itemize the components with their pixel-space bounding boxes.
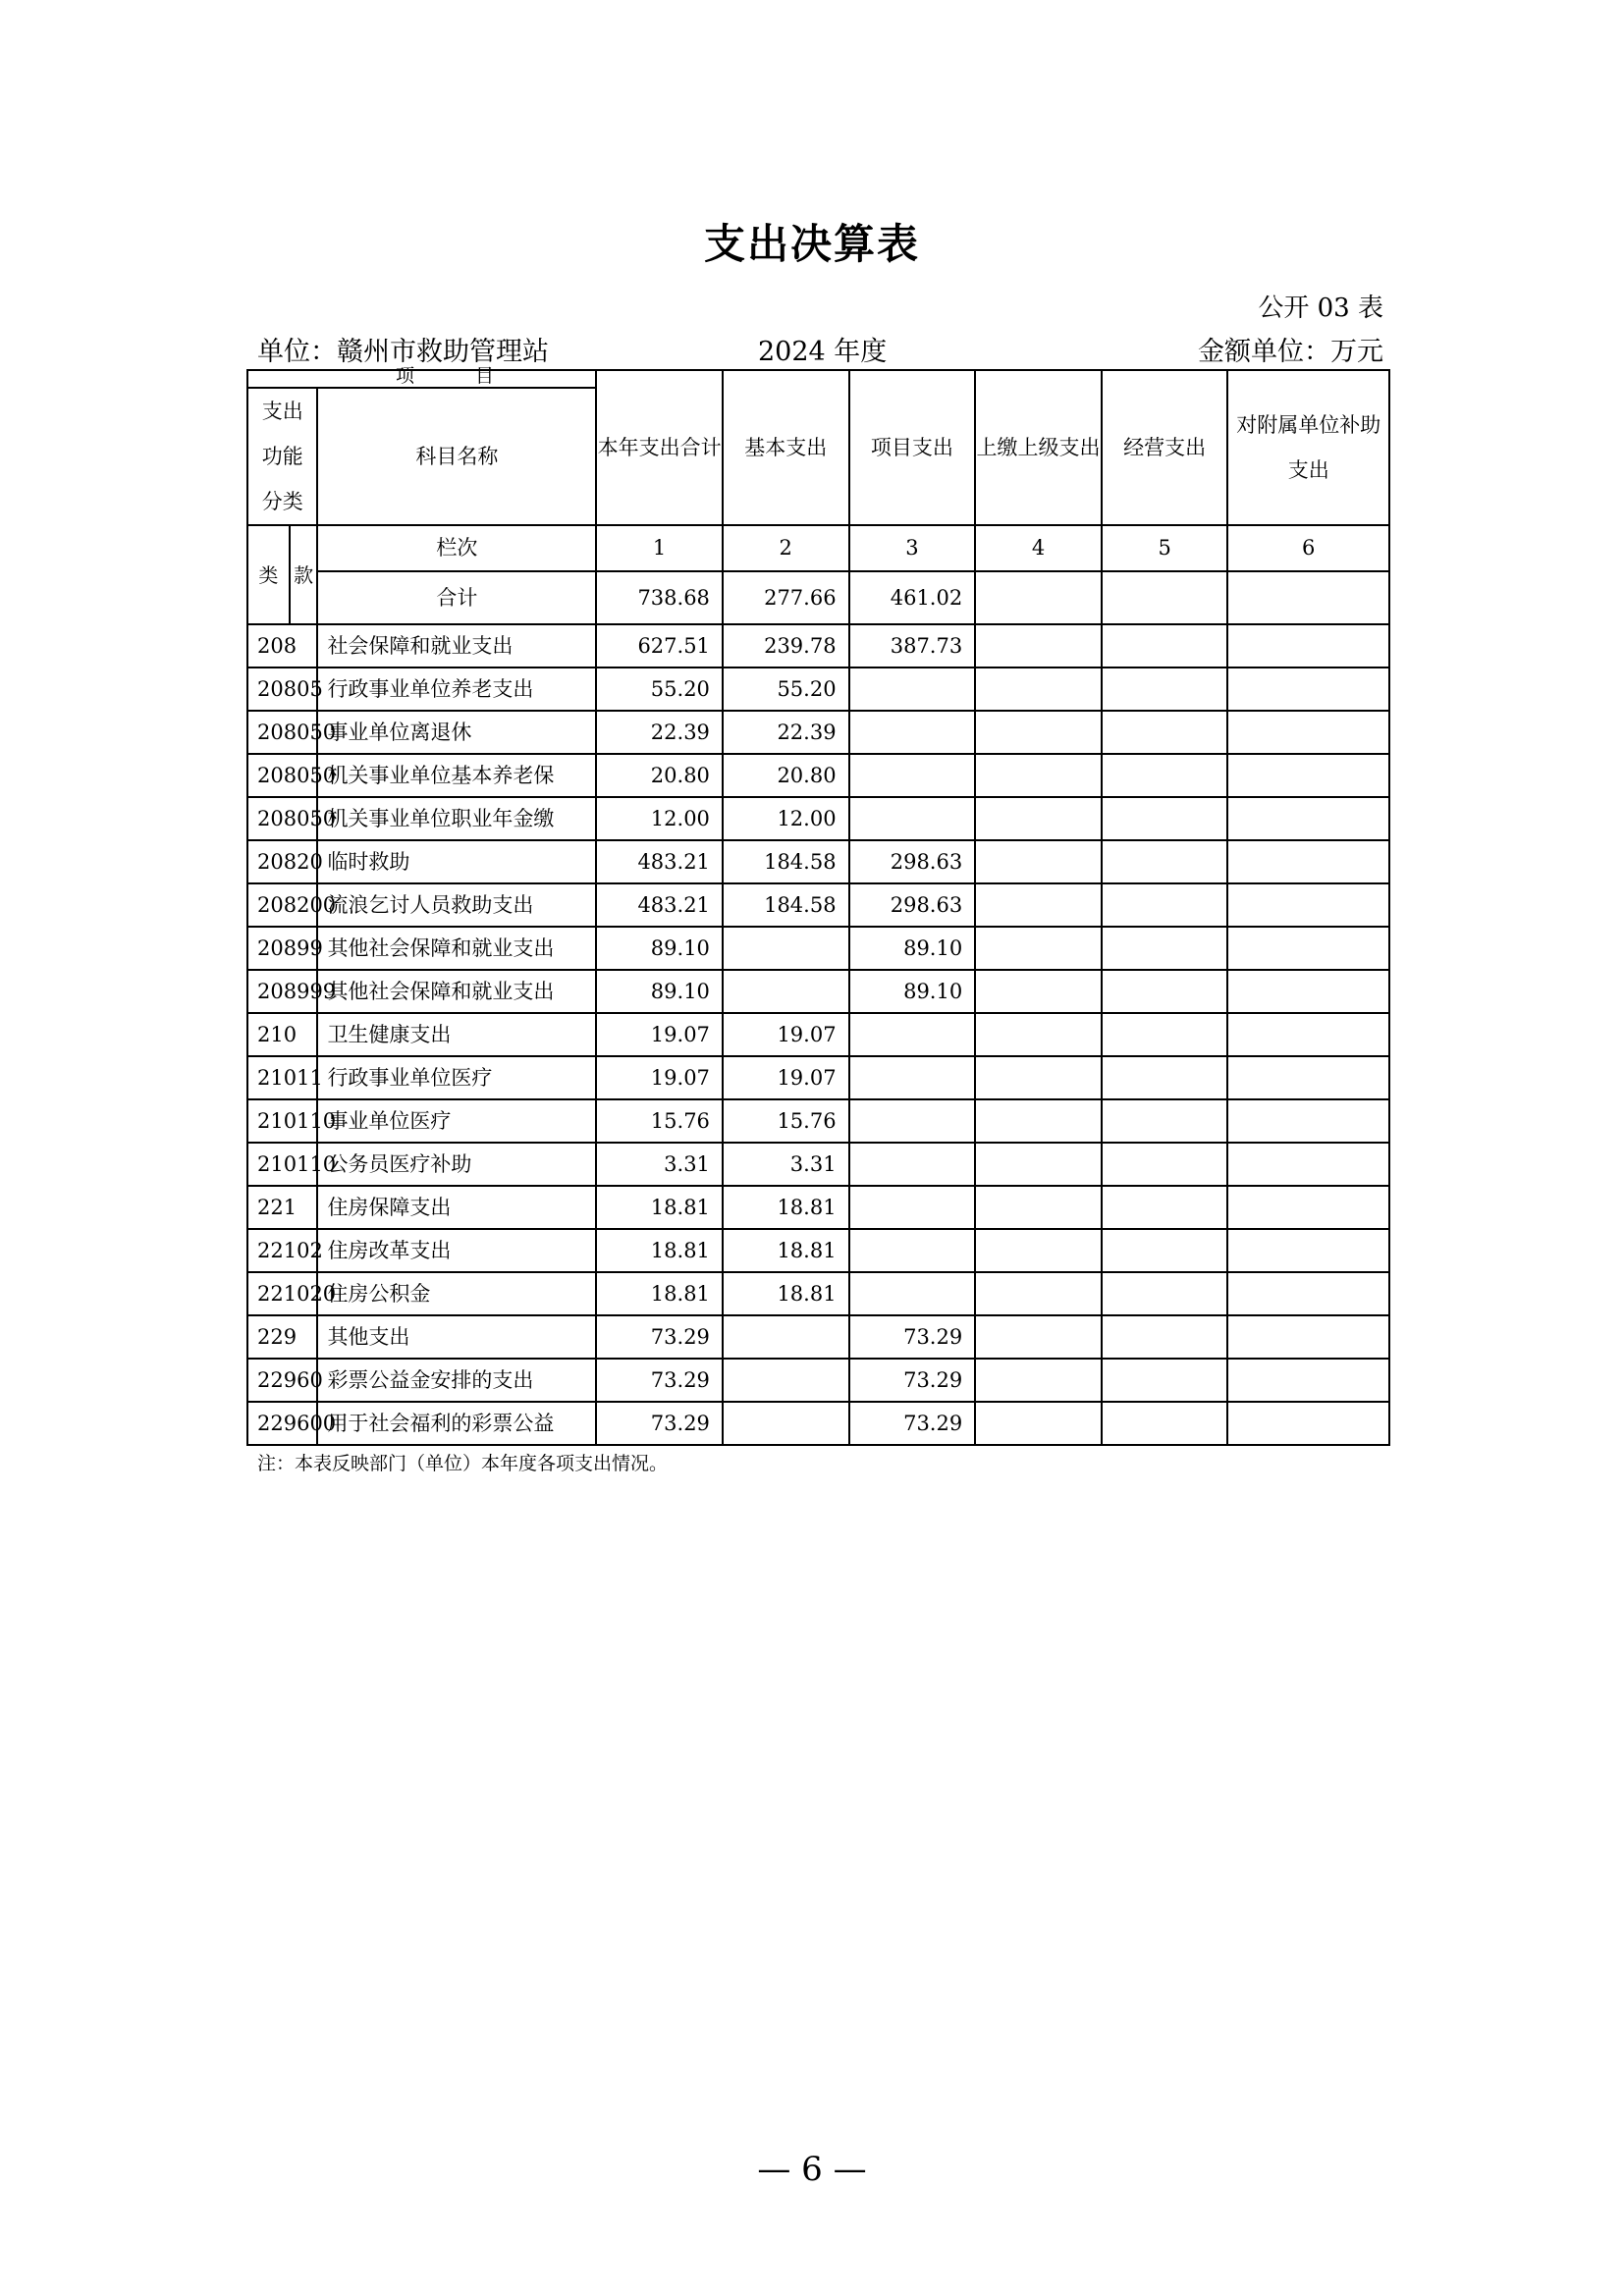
expenditure-table bbox=[246, 365, 1390, 1446]
table-row bbox=[247, 1056, 1389, 1099]
row-basic: 19.07 bbox=[723, 1056, 849, 1099]
row-upper bbox=[975, 840, 1102, 883]
row-subsidy bbox=[1227, 711, 1389, 754]
col-number-1: 1 bbox=[596, 525, 723, 571]
row-project: 73.29 bbox=[849, 1359, 976, 1402]
row-project bbox=[849, 1056, 976, 1099]
row-upper bbox=[975, 883, 1102, 927]
row-code: 22960 bbox=[247, 1359, 317, 1402]
row-code: 229600 bbox=[247, 1402, 317, 1445]
row-upper bbox=[975, 797, 1102, 840]
header-subsidy: 对附属单位补助支出 bbox=[1227, 370, 1389, 525]
row-project bbox=[849, 1099, 976, 1143]
row-project bbox=[849, 754, 976, 797]
row-total: 12.00 bbox=[596, 797, 723, 840]
row-total: 483.21 bbox=[596, 840, 723, 883]
row-upper bbox=[975, 667, 1102, 711]
table-row bbox=[247, 797, 1389, 840]
row-basic: 18.81 bbox=[723, 1272, 849, 1315]
money-unit-label: 金额单位：万元 bbox=[1198, 337, 1383, 367]
row-code: 210110 bbox=[247, 1143, 317, 1186]
table-row bbox=[247, 1402, 1389, 1445]
row-basic: 22.39 bbox=[723, 711, 849, 754]
table-row bbox=[247, 1186, 1389, 1229]
row-code: 208 bbox=[247, 624, 317, 667]
row-subsidy bbox=[1227, 667, 1389, 711]
row-subsidy bbox=[1227, 840, 1389, 883]
row-upper bbox=[975, 1186, 1102, 1229]
row-subject-name: 机关事业单位职业年金缴 bbox=[317, 797, 596, 840]
row-basic bbox=[723, 970, 849, 1013]
row-total: 89.10 bbox=[596, 970, 723, 1013]
total-row-business bbox=[1102, 571, 1228, 624]
row-business bbox=[1102, 1143, 1228, 1186]
row-business bbox=[1102, 667, 1228, 711]
row-subject-name: 其他社会保障和就业支出 bbox=[317, 970, 596, 1013]
row-project: 298.63 bbox=[849, 883, 976, 927]
row-business bbox=[1102, 927, 1228, 970]
row-subject-name: 行政事业单位养老支出 bbox=[317, 667, 596, 711]
col-number-3: 3 bbox=[849, 525, 976, 571]
table-row bbox=[247, 927, 1389, 970]
table-row bbox=[247, 754, 1389, 797]
row-total: 19.07 bbox=[596, 1056, 723, 1099]
row-subject-name: 卫生健康支出 bbox=[317, 1013, 596, 1056]
header-xiangmu-label: 项 目 bbox=[396, 365, 522, 387]
row-subject-name: 彩票公益金安排的支出 bbox=[317, 1359, 596, 1402]
row-total: 89.10 bbox=[596, 927, 723, 970]
row-business bbox=[1102, 840, 1228, 883]
row-code: 208200 bbox=[247, 883, 317, 927]
row-project bbox=[849, 797, 976, 840]
row-subsidy bbox=[1227, 1099, 1389, 1143]
row-subsidy bbox=[1227, 1229, 1389, 1272]
row-basic: 19.07 bbox=[723, 1013, 849, 1056]
row-total: 20.80 bbox=[596, 754, 723, 797]
row-business bbox=[1102, 1402, 1228, 1445]
row-business bbox=[1102, 711, 1228, 754]
table-row bbox=[247, 1099, 1389, 1143]
row-subject-name: 其他支出 bbox=[317, 1315, 596, 1359]
row-project bbox=[849, 711, 976, 754]
row-subsidy bbox=[1227, 1143, 1389, 1186]
row-basic: 55.20 bbox=[723, 667, 849, 711]
table-row bbox=[247, 624, 1389, 667]
row-subsidy bbox=[1227, 970, 1389, 1013]
row-subject-name: 事业单位离退休 bbox=[317, 711, 596, 754]
row-project: 73.29 bbox=[849, 1315, 976, 1359]
row-business bbox=[1102, 624, 1228, 667]
row-upper bbox=[975, 1359, 1102, 1402]
row-code: 208050 bbox=[247, 797, 317, 840]
page-title: 支出决算表 bbox=[703, 220, 920, 268]
table-row bbox=[247, 1359, 1389, 1402]
form-number: 公开 03 表 bbox=[1258, 294, 1383, 323]
row-subject-name: 事业单位医疗 bbox=[317, 1099, 596, 1143]
row-project bbox=[849, 1143, 976, 1186]
row-code: 210110 bbox=[247, 1099, 317, 1143]
row-upper bbox=[975, 1272, 1102, 1315]
row-basic bbox=[723, 927, 849, 970]
row-basic bbox=[723, 1402, 849, 1445]
row-subsidy bbox=[1227, 1013, 1389, 1056]
row-basic: 18.81 bbox=[723, 1229, 849, 1272]
row-project: 298.63 bbox=[849, 840, 976, 883]
header-subject-name: 科目名称 bbox=[317, 388, 596, 525]
row-code: 20805 bbox=[247, 667, 317, 711]
row-upper bbox=[975, 1315, 1102, 1359]
row-project: 387.73 bbox=[849, 624, 976, 667]
row-total: 18.81 bbox=[596, 1186, 723, 1229]
header-xiangmu bbox=[247, 365, 596, 388]
col-number-2: 2 bbox=[723, 525, 849, 571]
row-total: 3.31 bbox=[596, 1143, 723, 1186]
row-basic: 20.80 bbox=[723, 754, 849, 797]
row-subsidy bbox=[1227, 1359, 1389, 1402]
total-row-basic: 277.66 bbox=[723, 571, 849, 624]
table-row bbox=[247, 1143, 1389, 1186]
row-subject-name: 住房保障支出 bbox=[317, 1186, 596, 1229]
row-project: 73.29 bbox=[849, 1402, 976, 1445]
total-row-project: 461.02 bbox=[849, 571, 976, 624]
row-upper bbox=[975, 970, 1102, 1013]
row-business bbox=[1102, 970, 1228, 1013]
row-basic: 12.00 bbox=[723, 797, 849, 840]
row-total: 55.20 bbox=[596, 667, 723, 711]
header-total: 本年支出合计 bbox=[596, 370, 723, 525]
row-upper bbox=[975, 1402, 1102, 1445]
row-subsidy bbox=[1227, 1186, 1389, 1229]
row-total: 73.29 bbox=[596, 1359, 723, 1402]
row-basic bbox=[723, 1315, 849, 1359]
row-subject-name: 其他社会保障和就业支出 bbox=[317, 927, 596, 970]
row-code: 208050 bbox=[247, 711, 317, 754]
table-row bbox=[247, 1315, 1389, 1359]
row-subsidy bbox=[1227, 797, 1389, 840]
row-business bbox=[1102, 1272, 1228, 1315]
row-project bbox=[849, 1229, 976, 1272]
row-upper bbox=[975, 711, 1102, 754]
row-basic: 184.58 bbox=[723, 840, 849, 883]
row-basic: 15.76 bbox=[723, 1099, 849, 1143]
row-total: 18.81 bbox=[596, 1229, 723, 1272]
row-total: 15.76 bbox=[596, 1099, 723, 1143]
header-basic: 基本支出 bbox=[723, 370, 849, 525]
col-number-5: 5 bbox=[1102, 525, 1228, 571]
row-basic bbox=[723, 1359, 849, 1402]
row-business bbox=[1102, 1013, 1228, 1056]
row-code: 20820 bbox=[247, 840, 317, 883]
row-code: 208999 bbox=[247, 970, 317, 1013]
row-business bbox=[1102, 883, 1228, 927]
row-code: 20899 bbox=[247, 927, 317, 970]
row-business bbox=[1102, 1056, 1228, 1099]
row-basic: 18.81 bbox=[723, 1186, 849, 1229]
row-business bbox=[1102, 1359, 1228, 1402]
row-business bbox=[1102, 1186, 1228, 1229]
row-basic: 239.78 bbox=[723, 624, 849, 667]
row-subject-name: 行政事业单位医疗 bbox=[317, 1056, 596, 1099]
row-upper bbox=[975, 927, 1102, 970]
row-code: 22102 bbox=[247, 1229, 317, 1272]
header-project: 项目支出 bbox=[849, 370, 976, 525]
row-project bbox=[849, 1013, 976, 1056]
page-number: — 6 — bbox=[757, 2150, 867, 2189]
row-project: 89.10 bbox=[849, 970, 976, 1013]
table-row bbox=[247, 970, 1389, 1013]
row-basic: 184.58 bbox=[723, 883, 849, 927]
row-project bbox=[849, 667, 976, 711]
row-total: 22.39 bbox=[596, 711, 723, 754]
row-upper bbox=[975, 1013, 1102, 1056]
row-code: 208050 bbox=[247, 754, 317, 797]
table-row bbox=[247, 711, 1389, 754]
row-subsidy bbox=[1227, 883, 1389, 927]
total-row-subsidy bbox=[1227, 571, 1389, 624]
header-business: 经营支出 bbox=[1102, 370, 1228, 525]
row-subject-name: 用于社会福利的彩票公益 bbox=[317, 1402, 596, 1445]
table-row bbox=[247, 1272, 1389, 1315]
row-basic: 3.31 bbox=[723, 1143, 849, 1186]
table-row bbox=[247, 883, 1389, 927]
row-subsidy bbox=[1227, 754, 1389, 797]
row-upper bbox=[975, 1056, 1102, 1099]
table-row bbox=[247, 667, 1389, 711]
row-subsidy bbox=[1227, 1056, 1389, 1099]
row-business bbox=[1102, 754, 1228, 797]
row-subject-name: 住房公积金 bbox=[317, 1272, 596, 1315]
row-upper bbox=[975, 1099, 1102, 1143]
row-subsidy bbox=[1227, 1402, 1389, 1445]
row-total: 19.07 bbox=[596, 1013, 723, 1056]
row-subject-name: 机关事业单位基本养老保 bbox=[317, 754, 596, 797]
header-func-class: 支出功能分类 bbox=[247, 388, 317, 525]
row-upper bbox=[975, 754, 1102, 797]
unit-label: 单位：赣州市救助管理站 bbox=[257, 337, 549, 367]
header-lanci-label: 栏次 bbox=[436, 536, 478, 560]
header-lei: 类 bbox=[247, 525, 290, 624]
table-row bbox=[247, 1013, 1389, 1056]
row-project bbox=[849, 1272, 976, 1315]
header-lanci bbox=[317, 525, 596, 571]
row-business bbox=[1102, 1229, 1228, 1272]
row-code: 221 bbox=[247, 1186, 317, 1229]
header-kuan: 款 bbox=[290, 525, 318, 624]
row-business bbox=[1102, 1315, 1228, 1359]
row-upper bbox=[975, 1143, 1102, 1186]
row-project bbox=[849, 1186, 976, 1229]
row-total: 627.51 bbox=[596, 624, 723, 667]
col-number-6: 6 bbox=[1227, 525, 1389, 571]
row-project: 89.10 bbox=[849, 927, 976, 970]
row-upper bbox=[975, 1229, 1102, 1272]
total-row-label-cell bbox=[317, 571, 596, 624]
row-subject-name: 流浪乞讨人员救助支出 bbox=[317, 883, 596, 927]
row-code: 210 bbox=[247, 1013, 317, 1056]
row-subject-name: 住房改革支出 bbox=[317, 1229, 596, 1272]
table-row bbox=[247, 1229, 1389, 1272]
row-subject-name: 公务员医疗补助 bbox=[317, 1143, 596, 1186]
row-business bbox=[1102, 797, 1228, 840]
table-note: 注：本表反映部门（单位）本年度各项支出情况。 bbox=[257, 1453, 669, 1474]
total-row-upper bbox=[975, 571, 1102, 624]
header-upper: 上缴上级支出 bbox=[975, 370, 1102, 525]
row-total: 73.29 bbox=[596, 1402, 723, 1445]
row-total: 483.21 bbox=[596, 883, 723, 927]
table-row bbox=[247, 840, 1389, 883]
row-subsidy bbox=[1227, 1315, 1389, 1359]
total-row-total: 738.68 bbox=[596, 571, 723, 624]
total-row-label: 合计 bbox=[436, 585, 478, 610]
row-total: 18.81 bbox=[596, 1272, 723, 1315]
row-upper bbox=[975, 624, 1102, 667]
row-subsidy bbox=[1227, 1272, 1389, 1315]
row-code: 221020 bbox=[247, 1272, 317, 1315]
row-total: 73.29 bbox=[596, 1315, 723, 1359]
row-subject-name: 临时救助 bbox=[317, 840, 596, 883]
row-code: 229 bbox=[247, 1315, 317, 1359]
row-code: 21011 bbox=[247, 1056, 317, 1099]
row-subsidy bbox=[1227, 624, 1389, 667]
col-number-4: 4 bbox=[975, 525, 1102, 571]
row-subject-name: 社会保障和就业支出 bbox=[317, 624, 596, 667]
year-label: 2024 年度 bbox=[758, 337, 888, 367]
row-business bbox=[1102, 1099, 1228, 1143]
row-subsidy bbox=[1227, 927, 1389, 970]
